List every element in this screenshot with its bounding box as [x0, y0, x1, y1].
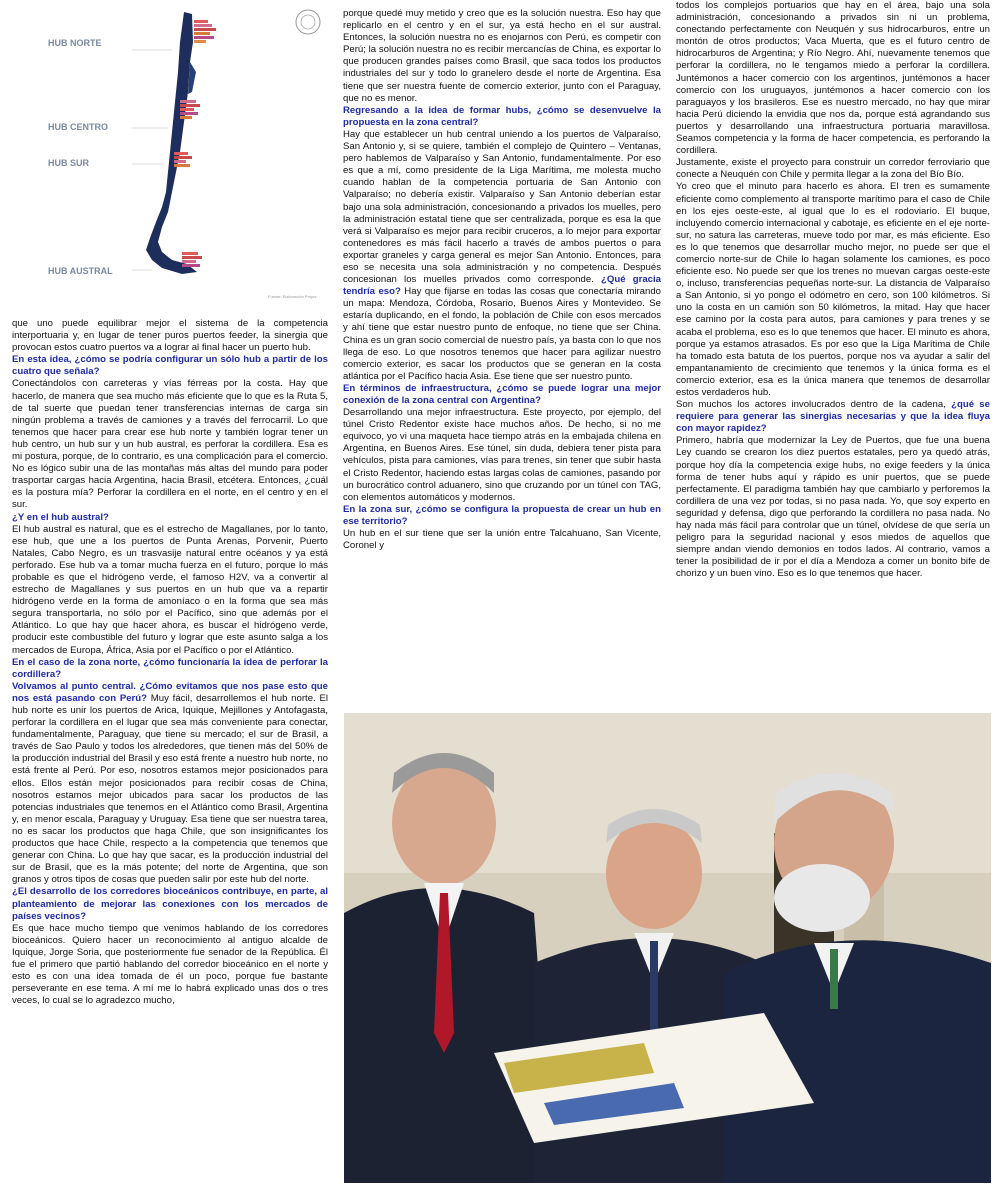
- bars-norte: [194, 20, 216, 43]
- answer-inline: Muy fácil, desarrollemos el hub norte. El hub norte es unir los puertos de Arica, Iquique, Mejillones y Antofagasta, perforar la cordillera en el lugar que sea más conveniente para conectar, fundamentalmente, Paraguay, que tiene su mercado; el sur de Brasil, a través de Sao Paulo y todos los alrededores, que tienen más del 50% de la producción industrial del Brasil y eso está frente a nuestro hub norte, no está frente al Perú. Por eso, nosotros estamos mejor posicionados para ellos. Ellos están mejor posicionados para recibir cosas de China, nosotros estamos mejor ubicados para sacar los productos de las potencias industriales que tenemos en el Atlántico como Brasil, Argentina y, en menor escala, Paraguay y Uruguay. Esa tiene que ser nuestra tarea, no es sacar los productos que haga Chile, que son insignificantes los productos que hace Chile, respecto a la competencia que tenemos que generar con China. Lo que hay que sacar, es la producción industrial del sur de Brasil, que es la más potente; del norte de Argentina, que son granos y otros tipos de cosas que pueden salir por este hub del norte.: [12, 692, 328, 886]
- emblem-logo: [296, 10, 320, 34]
- bars-austral: [182, 252, 202, 267]
- paragraph: [12, 681, 328, 887]
- question-inline: ¿qué se requiere para generar las sinergias necesarias y que la idea fluya con mayor rapidez?: [676, 399, 990, 435]
- bars-centro: [180, 100, 200, 119]
- question: En términos de infraestructura, ¿cómo se puede lograr una mejor conexión de la zona central con Argentina?: [343, 382, 661, 406]
- paragraph: Desarrollando una mejor infraestructura. Este proyecto, por ejemplo, del túnel Cristo Redentor existe hace muchos años. De hecho, si no me equivoco, yo vi una maqueta hace tiempo atrás en la embajada chilena en Argentina, en Buenos Aires. Ese túnel, sin duda, debiera tener pista para vehículos, pista para camiones, vías para trenes, sin tener que subir hasta el Cristo Redentor, haciendo estas largas colas de camiones, pasando por un burocrático control aduanero, sino que cruzando por un túnel con TAG, con elementos automáticos y modernos.: [343, 407, 661, 503]
- question: ¿El desarrollo de los corredores bioceánicos contribuye, en parte, al planteamiento de mejorar las conexiones con los mercados de países vecinos?: [12, 886, 328, 922]
- column-2: [343, 8, 661, 703]
- article-photo: [344, 713, 991, 1183]
- paragraph: Un hub en el sur tiene que ser la unión entre Talcahuano, San Vicente, Coronel y: [343, 528, 661, 552]
- answer-inline: Son muchos los actores involucrados dentro de la cadena,: [676, 399, 952, 411]
- hub-norte-label: HUB NORTE: [48, 38, 102, 48]
- paragraph: El hub austral es natural, que es el estrecho de Magallanes, por lo tanto, ese hub, que une a los puertos de Punta Arenas, Porvenir, Puerto Natales, Cabo Negro, es un trasvasije natural entre océanos y ya está perforado. Ese hub va a tomar mucha fuerza en el futuro, porque lo más probable es que el hidrógeno verde, el famoso H2V, va a convertir al estrecho de Magallanes y sus puertos en un hub que va a repartir hidrógeno verde en la forma de amoníaco o en la forma que sea más segura transportarla, no sólo por el Pacífico, sino que además por el Atlántico. Lo que hay que hacer ahora, es buscar el hidrógeno verde, producir este combustible del futuro y lograr que este asunto salga a los mercados de Europa, África, Asia por el Pacífico o por el Atlántico.: [12, 523, 328, 656]
- question: En la zona sur, ¿cómo se configura la propuesta de crear un hub en ese territorio?: [343, 503, 661, 527]
- map-graphic: [12, 2, 328, 302]
- paragraph: Yo creo que el minuto para hacerlo es ahora. El tren es sumamente eficiente como complemento al transporte marítimo para el caso de Chile en los ejes oeste-este, al igual que lo es el rodoviario. El buque, incluyendo comercio internacional y cabotaje, es eficiente en el eje norte-sur, no satura las carreteras, mueve todo por mar, es más eficiente. Eso es lo que tenemos que desarrollar mucho mejor, no puede ser que el comercio norte-sur de Chile lo hagan solamente los camiones, es poco eficiente eso. No puede ser que los trenes no muevan cargas oeste-este o, incluso, transferencias pequeñas norte-sur. La distancia de Valparaíso a San Antonio, si yo pongo el odómetro en cero, son 100 kilómetros. Si uno la costa en un camión son 50 kilómetros, la mitad. Hay que hacer ese camino por la costa para autos, para camiones y para trenes y se acaba el problema, eso es lo que tenemos que hacer. El minuto es ahora, porque ya estamos atrasados. Es por eso que la Liga Marítima de Chile ha tomado esta batuta de los puertos, porque nos va ayudar a salir del empantanamiento de crecimiento que tenemos y la única forma es el comercio exterior, esa es la única manera que tenemos de desarrollar estos verdaderos hub.: [676, 181, 990, 398]
- answer-inline: Hay que establecer un hub central uniendo a los puertos de Valparaíso, San Antonio y, si se quiere, también el complejo de Quintero – Ventanas, pero hablemos de Valparaíso y San Antonio, fundamentalmente. Por eso es que a mí, como presidente de la Liga Marítima, me molesta mucho cuando hablan de la competencia portuaria de San Antonio con Valparaíso; no debería existir. Valparaíso y San Antonio deberían estar bajo una sola administración, concesionando a privados los muelles, pero la administración estatal tiene que ser centralizada, porque es esa la que verá si Valparaíso es mejor para recibir cruceros, a lo mejor para exportar contenedores es más fácil hacerlo a través de ambos puertos o para exportar graneles y carga general es mejor San Antonio. Entonces, para eso se necesita una sola administración y no competencia. Después concesionan los muelles privados como corresponde.: [343, 128, 661, 286]
- paragraph: Primero, habría que modernizar la Ley de Puertos, que fue una buena Ley cuando se crearon los diez puertos estatales, pero ya quedó atrás, porque hoy día la competencia exige hubs, no exige feeders y la única forma de tener hubs aquí y rápido es unir puertos, que se puede perfectamente. El paradigma también hay que cambiarlo y perforemos la cordillera de una vez por todas, si no pasa nada. Yo, que soy experto en seguridad y defensa, digo que perforando la cordillera no pasa nada. No hay nada más fácil para controlar que un túnel, olvídese de que sería un peligro para la seguridad nacional y esos miedos de aquellos que siempre andan viendo demonios en todos lados. Al contrario, vamos a tener la posibilidad de ir por el día a Mendoza a comer un bonito bife de chorizo y un buen vino. Eso es lo que tenemos que hacer.: [676, 435, 990, 580]
- paragraph: Es que hace mucho tiempo que venimos hablando de los corredores bioceánicos. Quiero hacer un reconocimiento al antiguo alcalde de Iquique, Jorge Soria, que posteriormente fue senador de la República. Él fue el primero que partió hablando del corredor bioceánico en el norte y esto es con una idea tomada de él un poco, porque fue bastante perseverante en ese tema. A mí me lo habrá explicado unas dos o tres veces, lo cual se lo agradezco mucho,: [12, 922, 328, 1007]
- paragraph: que uno puede equilibrar mejor el sistema de la competencia interportuaria y, en lugar de tener puros puertos feeder, la sinergia que provocan estos cuatro puertos va a lograr al final hacer un puerto hub.: [12, 318, 328, 354]
- paragraph: Conectándolos con carreteras y vías férreas por la costa. Hay que hacerlo, de manera que sea mucho más eficiente que lo que es la Ruta 5, de tal suerte que puedan tener transferencias internas de carga sin ningún problema a través de camiones y a través del ferrocarril. Lo que tenemos que hacer para crear ese hub norte y también lograr tener un hub centro, un hub sur y un hub austral, es perforar la cordillera. Esa es mi postura, porque, de lo contrario, es una complicación para el comercio. No es lógico subir una de las montañas más altas del mundo para poder trasportar cargas hacia Argentina, hacia Brasil, etcétera. Entonces, ¿cuál es la postura mía? Perforar la cordillera en el norte, en el centro y en el sur.: [12, 378, 328, 511]
- question-inline: Volvamos al punto central. ¿Cómo evitamos que nos pase esto que nos está pasando con Perú?: [12, 680, 328, 704]
- question: En esta idea, ¿cómo se podría configurar un sólo hub a partir de los cuatro que señala?: [12, 354, 328, 378]
- question: ¿Y en el hub austral?: [12, 511, 109, 523]
- paragraph: [676, 399, 990, 435]
- question: Regresando a la idea de formar hubs, ¿cómo se desenvuelve la propuesta en la zona central?: [343, 104, 661, 128]
- column-1: [12, 318, 328, 1198]
- hub-centro-label: HUB CENTRO: [48, 122, 108, 132]
- paragraph: todos los complejos portuarios que hay en el área, bajo una sola administración, concesionando a privados sin ni un problema, conectando perfectamente con Neuquén y sus hidrocarburos, entre un montón de otros productos; Vaca Muerta, que es el futuro centro de hidrocarburos de Argentina; y Río Negro. Ahí, nuevamente tenemos que perforar la cordillera, no le tengamos miedo a perforar la cordillera. Juntémonos a hacer comercio con los argentinos, juntémonos a hacer comercio con los uruguayos, juntémonos a hacer comercio con los paraguayos y los brasileros. Ese es nuestro mercado, no hay que mirar hacia Perú diciendo la envidia que nos da, porque está agrandando sus puertos y desarrollando una infraestructura portuaria maravillosa. Seamos competencia y la forma de hacer competencia, es perforando la cordillera.: [676, 0, 990, 157]
- hub-austral-label: HUB AUSTRAL: [48, 266, 113, 276]
- question: En el caso de la zona norte, ¿cómo funcionaría la idea de perforar la cordillera?: [12, 656, 328, 680]
- question-inline: ¿Qué gracia tendría eso?: [343, 274, 661, 298]
- column-3: [676, 0, 990, 692]
- answer-inline: Hay que fijarse en todas las cosas que conectaría mirando un mapa: Mendoza, Córdoba, Rosario, Buenos Aires y Montevideo. Se estaría duplicando, en el fondo, la población de Chile con esos mercados y ahí tiene que estar nuestro punto de enfoque, no tiene que ser China. China es un gran socio comercial de nuestro país, ya basta con lo que nos llega de eso. Lo que nosotros tenemos que hacer para agilizar nuestro comercio exterior, es sacar los productos que se generan en la costa atlántica por el Pacífico hacia Asia. Ese tiene que ser nuestro punto.: [343, 286, 661, 382]
- chile-silhouette: [146, 12, 197, 274]
- map-source: Fuente: Elaboración Propia: [268, 294, 317, 299]
- photo-illustration: [344, 713, 991, 1183]
- paragraph: [343, 129, 661, 383]
- paragraph: Justamente, existe el proyecto para construir un corredor ferroviario que conecte a Neuquén con Chile y permita llegar a la zona del Bío Bío.: [676, 157, 990, 181]
- chile-hubs-map: [12, 2, 328, 302]
- paragraph: porque quedé muy metido y creo que es la solución nuestra. Eso hay que replicarlo en el centro y en el sur, ya está hecho en el sur austral. Entonces, la solución nuestra no es enojarnos con Perú, es competir con Perú; la solución nuestra no es recibir mercancías de China, es exportar lo que producen grandes países como Brasil, que saca todos los productos industriales del sur y todo lo granelero desde el norte de Argentina. Esa tiene que ser nuestra fuente de comercio exterior, junto con el Paraguay, que no es menor.: [343, 8, 661, 104]
- hub-sur-label: HUB SUR: [48, 158, 90, 168]
